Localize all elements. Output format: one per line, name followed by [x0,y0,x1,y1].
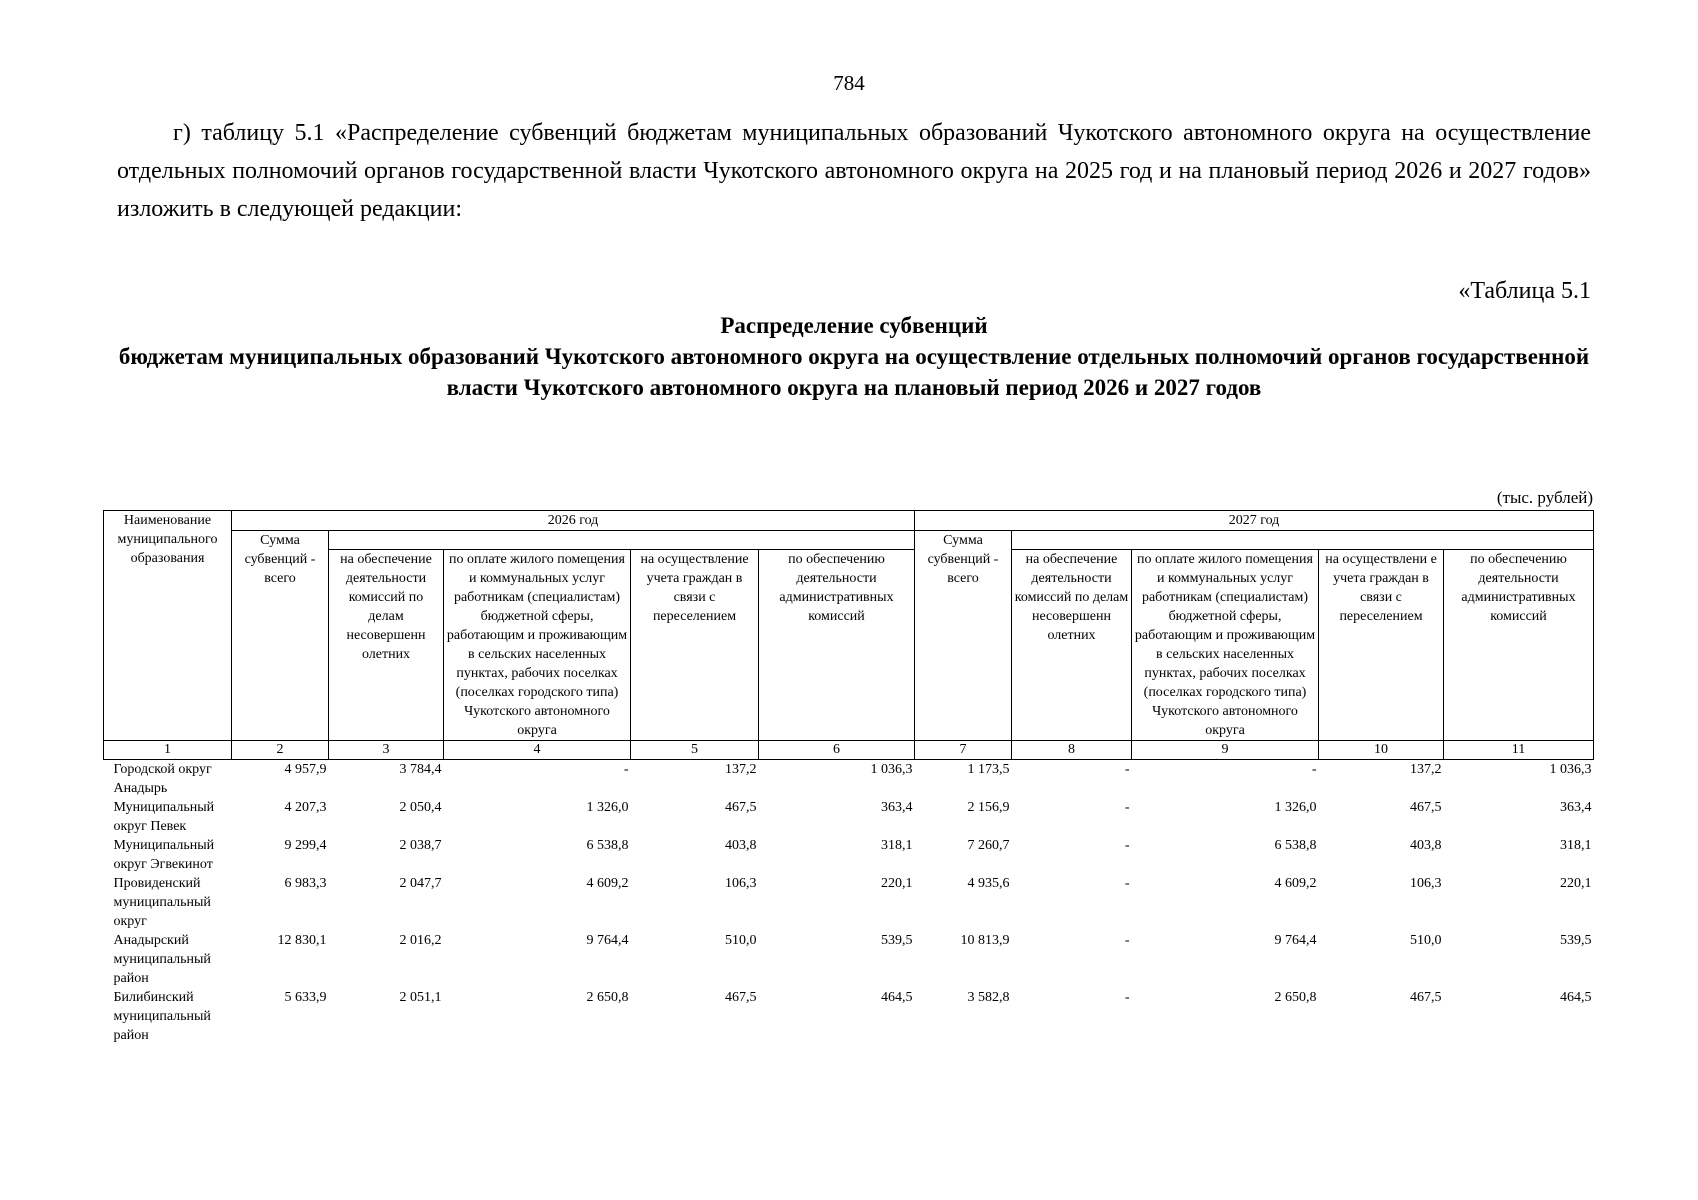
cell: 318,1 [881,838,913,853]
cell: 4 957,9 [284,762,327,777]
row-name: Билибинский муниципальный район [113,990,211,1043]
cell: 318,1 [1560,838,1592,853]
cell: 6 983,3 [284,876,327,891]
cell: 467,5 [725,990,757,1005]
col-number: 2 [232,741,329,760]
cell: 1 036,3 [870,762,913,777]
cell: 4 935,6 [967,876,1010,891]
cell: 220,1 [881,876,913,891]
cell: 510,0 [725,933,757,948]
col-number: 5 [631,741,759,760]
cell: 4 207,3 [284,800,327,815]
col-number: 6 [759,741,915,760]
cell: - [1124,933,1130,948]
cell: 3 582,8 [967,990,1010,1005]
cell: 1 326,0 [586,800,629,815]
cell: 3 784,4 [399,762,442,777]
col-number: 7 [915,741,1012,760]
row-name: Анадырский муниципальный район [113,933,211,986]
row-name: Провиденский муниципальный округ [113,876,211,929]
col-number: 10 [1319,741,1444,760]
cell: 9 764,4 [1274,933,1317,948]
table-label: «Таблица 5.1 [1458,278,1591,304]
header-group-2026 [329,531,915,550]
table-row [104,988,1594,1045]
header-year-2026: 2026 год [232,511,915,531]
table-row [104,836,1594,874]
intro-paragraph: г) таблицу 5.1 «Распределение субвенций бюджетам муниципальных образований Чукотского автономного округа на осуществление отдельных полномочий органов государственной власти Чукотского автономного округа на 2025 год и на плановый период 2026 и 2027 годов» изложить в следующей редакции: [117,120,1591,222]
header-col6: по обеспечению деятельности административных комиссий [759,550,915,741]
cell: 9 299,4 [284,838,327,853]
row-name: Городской округ Анадырь [113,762,212,796]
header-col9: по оплате жилого помещения и коммунальных услуг работникам (специалистам) бюджетной сферы, работающим и проживающим в сельских населенных пунктах, рабочих поселках (поселках городского типа) Чукотского автономного округа [1132,550,1319,741]
cell: - [1124,762,1130,777]
cell: 137,2 [1410,762,1442,777]
row-name: Муниципальный округ Певек [113,800,215,834]
cell: 464,5 [881,990,913,1005]
col-number: 3 [329,741,444,760]
header-group-2027 [1012,531,1594,550]
cell: 2 650,8 [586,990,629,1005]
cell: 106,3 [725,876,757,891]
cell: - [1124,838,1130,853]
cell: 510,0 [1410,933,1442,948]
row-name: Муниципальный округ Эгвекинот [113,838,215,872]
cell: - [1124,800,1130,815]
table-title-line2: бюджетам муниципальных образований Чукотского автономного округа на осуществление отдельных полномочий органов государственной власти Чукотского автономного округа на плановый период 2026 и 2027 годов [118,344,1590,400]
header-total-2026: Сумма субвенций - всего [232,531,329,741]
cell: 363,4 [881,800,913,815]
cell: 539,5 [1560,933,1592,948]
cell: 1 326,0 [1274,800,1317,815]
cell: 9 764,4 [586,933,629,948]
units-label: (тыс. рублей) [1496,488,1593,507]
cell: 2 047,7 [399,876,442,891]
cell: 12 830,1 [277,933,327,948]
cell: 2 051,1 [399,990,442,1005]
cell: 2 650,8 [1274,990,1317,1005]
header-col5: на осуществление учета граждан в связи с переселением [631,550,759,741]
col-number: 1 [104,741,232,760]
cell: - [1311,762,1317,777]
table-row [104,874,1594,931]
cell: 106,3 [1410,876,1442,891]
subventions-table [103,510,1594,1045]
header-col4: по оплате жилого помещения и коммунальных услуг работникам (специалистам) бюджетной сферы, работающим и проживающим в сельских населенных пунктах, рабочих поселках (поселках городского типа) Чукотского автономного округа [444,550,631,741]
col-number: 9 [1132,741,1319,760]
cell: 467,5 [725,800,757,815]
cell: 403,8 [1410,838,1442,853]
cell: 1 036,3 [1549,762,1592,777]
header-name: Наименование муниципального образования [104,511,232,741]
cell: 137,2 [725,762,757,777]
col-number: 8 [1012,741,1132,760]
cell: 7 260,7 [967,838,1010,853]
col-number: 4 [444,741,631,760]
table-row [104,931,1594,988]
header-col8: на обеспечение деятельности комиссий по делам несовершенн олетних [1012,550,1132,741]
header-col3: на обеспечение деятельности комиссий по делам несовершенн олетних [329,550,444,741]
header-col10: на осуществлени е учета граждан в связи с переселением [1319,550,1444,741]
cell: 464,5 [1560,990,1592,1005]
cell: 2 050,4 [399,800,442,815]
cell: 220,1 [1560,876,1592,891]
cell: 6 538,8 [1274,838,1317,853]
cell: 1 173,5 [967,762,1010,777]
cell: 403,8 [725,838,757,853]
page-number: 784 [833,71,865,95]
cell: 467,5 [1410,800,1442,815]
table-title [117,310,1591,403]
cell: - [1124,876,1130,891]
cell: 539,5 [881,933,913,948]
cell: 2 156,9 [967,800,1010,815]
header-col11: по обеспечению деятельности административных комиссий [1444,550,1594,741]
cell: - [623,762,629,777]
cell: 363,4 [1560,800,1592,815]
cell: 4 609,2 [1274,876,1317,891]
cell: 6 538,8 [586,838,629,853]
header-year-2027: 2027 год [915,511,1594,531]
table-row [104,760,1594,799]
cell: 2 038,7 [399,838,442,853]
cell: 467,5 [1410,990,1442,1005]
header-total-2027: Сумма субвенций - всего [915,531,1012,741]
cell: 2 016,2 [399,933,442,948]
table-title-line1: Распределение субвенций [720,313,988,338]
col-number: 11 [1444,741,1594,760]
cell: 5 633,9 [284,990,327,1005]
cell: 4 609,2 [586,876,629,891]
cell: - [1124,990,1130,1005]
cell: 10 813,9 [960,933,1010,948]
table-row [104,798,1594,836]
